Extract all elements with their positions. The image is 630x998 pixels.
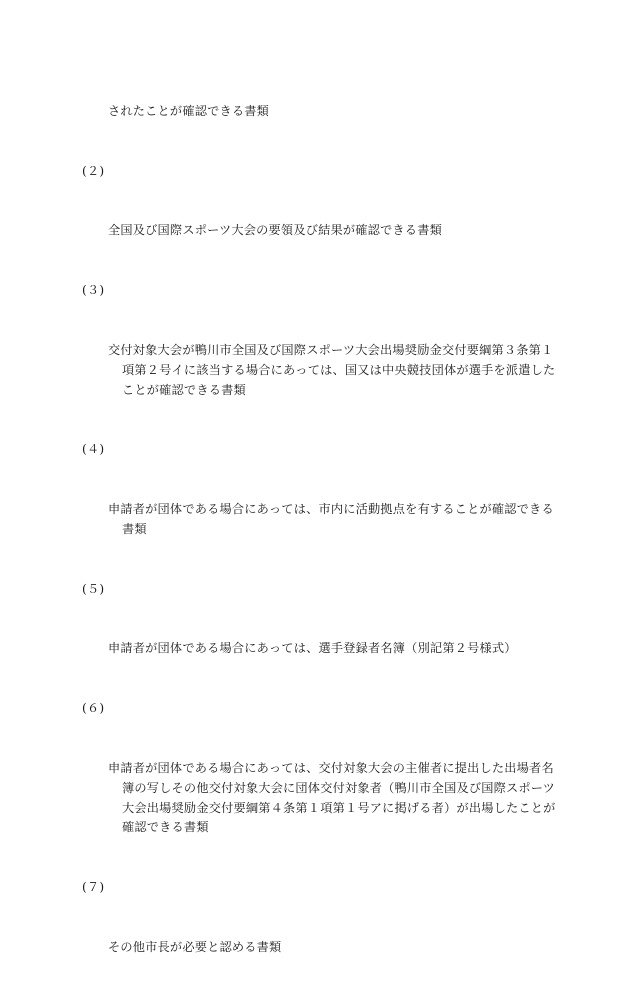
list-item-text: 申請者が団体である場合にあっては、市内に活動拠点を有することが確認できる書類 <box>108 501 554 536</box>
list-item-text: されたことが確認できる書類 <box>108 103 270 118</box>
list-item-6 <box>84 699 562 878</box>
list-item-3 <box>84 281 562 440</box>
list-item-2 <box>84 162 562 281</box>
list-item-text: 交付対象大会が鴨川市全国及び国際スポーツ大会出場奨励金交付要綱第３条第１項第２号イに該当する場合にあっては、国又は中央競技団体が選手を派遣したことが確認できる書類 <box>108 342 556 397</box>
list-item-7 <box>84 878 562 997</box>
list-item-text: 全国及び国際スポーツ大会の要領及び結果が確認できる書類 <box>108 223 442 238</box>
list-item-number: (７) <box>82 880 105 895</box>
list-item-number: (３) <box>82 282 105 297</box>
list-item-number: (６) <box>82 701 105 715</box>
list-item-4 <box>84 440 562 579</box>
list-item-number: (２) <box>82 163 105 178</box>
list-item-number: (４) <box>82 442 105 457</box>
document-body <box>84 62 562 998</box>
list-item-text: 申請者が団体である場合にあっては、選手登録者名簿（別記第２号様式） <box>108 641 517 656</box>
list-item-number: (５) <box>82 581 105 596</box>
list-item-text: その他市長が必要と認める書類 <box>108 939 282 954</box>
list-item-text: 申請者が団体である場合にあっては、交付対象大会の主催者に提出した出場者名簿の写しその他交付対象大会に団体交付対象者（鴨川市全国及び国際スポーツ大会出場奨励金交付要綱第４条第１項第１号アに掲げる者）が出場したことが確認できる書類 <box>108 760 556 835</box>
list-item-5 <box>84 580 562 699</box>
list-item-continuation <box>84 62 562 162</box>
